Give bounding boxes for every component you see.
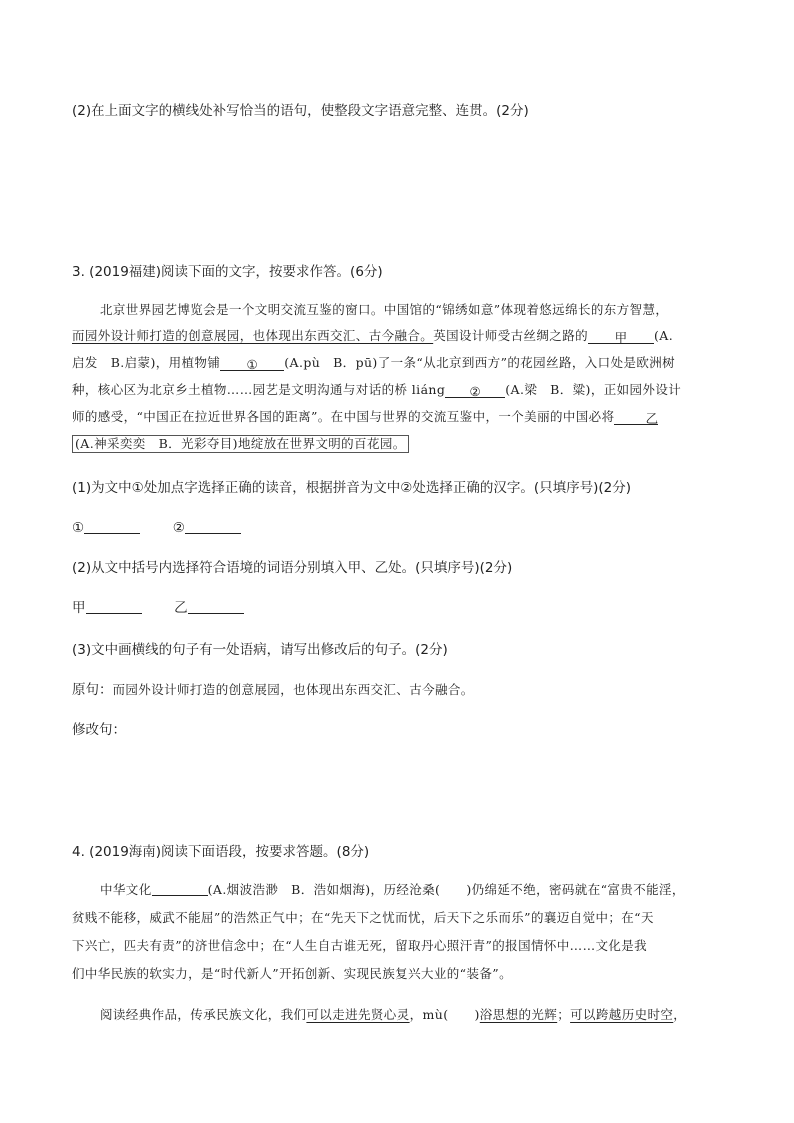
q3-passage-line-2: [72, 326, 673, 346]
q4-passage-line-3: 下兴亡，匹夫有责”的济世信念中；在“人生自古谁无死，留取丹心照汗青”的报国情怀中……文化是我: [72, 938, 648, 953]
q3-passage-line-4: [72, 380, 681, 400]
answer-label-1: ①: [72, 520, 85, 536]
q3-options-box: (A.神采奕奕 B．光彩夺目)地绽放在世界文明的百花园。: [72, 435, 409, 453]
q4-text: ；: [557, 1007, 571, 1022]
q4-blank-a[interactable]: [152, 880, 208, 896]
answer-blank-1[interactable]: [84, 518, 140, 534]
q3-passage-line-3: [72, 353, 675, 373]
q4-text: 阅读经典作品，传承民族文化，我们: [100, 1007, 307, 1022]
answer-blank-jia[interactable]: [86, 598, 142, 614]
q3-original-sentence: [72, 680, 474, 700]
q3-passage-line-1: 北京世界园艺博览会是一个文明交流互鉴的窗口。中国馆的“锦绣如意”体现着悠远绵长的东方智慧，: [100, 302, 669, 317]
q3-text: 启发 B.启蒙)，用植物铺: [72, 355, 221, 370]
q4-passage-line-2: 贫贱不能移，威武不能屈”的浩然正气中；在“先天下之忧而忧，后天下之乐而乐”的襄迈自觉中；在“天: [72, 910, 654, 925]
q3-text: (A.: [654, 328, 674, 343]
blank-1[interactable]: ①: [220, 355, 284, 371]
q3-passage-line-5: [72, 407, 658, 427]
q4-passage-line-5: [100, 1005, 686, 1025]
q3-sub-2: (2)从文中括号内选择符合语境的词语分别填入甲、乙处。(只填序号)(2分): [72, 560, 513, 576]
q4-text: ): [474, 1007, 480, 1022]
original-text: 而园外设计师打造的创意展园，也体现出东西交汇、古今融合。: [112, 682, 474, 697]
answer-blank-yi[interactable]: [188, 598, 244, 614]
q4-text: )仍绵延不绝，密码就在“富贵不能淫，: [466, 882, 685, 897]
q4-passage-line-4: 们中华民族的软实力，是“时代新人”开拓创新、实现民族复兴大业的“装备”。: [72, 966, 512, 981]
q4-text: ，: [673, 1007, 687, 1022]
original-label: 原句：: [72, 682, 113, 698]
q4-text: (A.烟波浩渺 B．浩如烟海)，历经沧桑(: [207, 882, 441, 897]
q4-underlined-3: 可以跨越历史时空: [570, 1007, 674, 1022]
q4-passage-line-1: [100, 880, 685, 900]
answer-blank-2[interactable]: [185, 518, 241, 534]
answer-label-jia: 甲: [72, 600, 86, 616]
q4-underlined-2: 浴思想的光辉: [479, 1007, 558, 1022]
q4-underlined-1: 可以走进先贤心灵: [306, 1007, 410, 1022]
q3-text: (A.pù B．pū)了一条“从北京到西方”的花园丝路，入口处是欧洲树: [284, 355, 676, 370]
q3-underlined-sentence: 而园外设计师打造的创意展园，也体现出东西交汇、古今融合。: [72, 328, 434, 343]
blank-yi[interactable]: 乙: [614, 409, 658, 425]
q3-text: 英国设计师受古丝绸之路的: [433, 328, 589, 343]
q3-revised-sentence: 修改句：: [72, 722, 126, 738]
q3-text: 师的感受，“中国正在拉近世界各国的距离”。在中国与世界的交流互鉴中，一个美丽的中国必将: [72, 409, 615, 424]
answer-label-2: ②: [172, 520, 185, 536]
question-3-title: 3. (2019福建)阅读下面的文字，按要求作答。(6分): [72, 264, 383, 280]
blank-jia[interactable]: 甲: [588, 328, 654, 344]
q3-text: (A.梁 B．粱)，正如园外设计: [505, 382, 682, 397]
q4-text: 中华文化: [100, 882, 152, 897]
q3-sub-2-answers: [72, 598, 244, 618]
q3-sub-1-answers: [72, 518, 241, 538]
q4-text: ，mù(: [409, 1007, 449, 1022]
q3-passage-line-6: [72, 434, 409, 454]
prev-question-2: (2)在上面文字的横线处补写恰当的语句，使整段文字语意完整、连贯。(2分): [72, 103, 529, 119]
q3-sub-3: (3)文中画横线的句子有一处语病，请写出修改后的句子。(2分): [72, 642, 448, 658]
question-4-title: 4. (2019海南)阅读下面语段，按要求答题。(8分): [72, 844, 370, 860]
q3-text: 种，核心区为北京乡土植物……园艺是文明沟通与对话的桥 liáng: [72, 382, 446, 397]
q3-sub-1: (1)为文中①处加点字选择正确的读音，根据拼音为文中②处选择正确的汉字。(只填序号)(2分): [72, 480, 631, 496]
answer-label-yi: 乙: [174, 600, 188, 616]
blank-2[interactable]: ②: [445, 382, 505, 398]
